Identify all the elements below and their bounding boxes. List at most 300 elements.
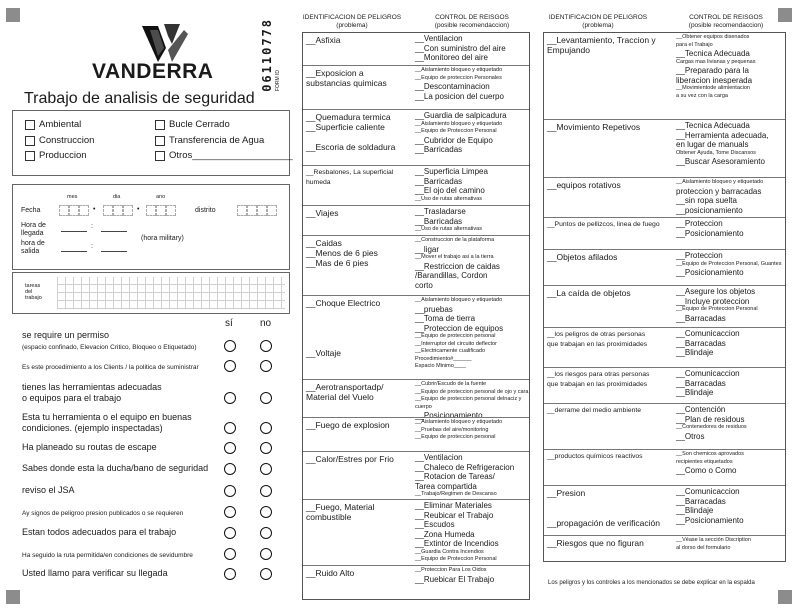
control-item[interactable]: __Guardia de salpicadura (415, 111, 507, 120)
control-item[interactable]: __Monitoreo del aire (415, 53, 488, 63)
hazard-name-line: __Presion (547, 488, 586, 498)
control-item[interactable]: __Interruptor del circuito deflector (415, 340, 497, 347)
hazard-name[interactable] (306, 454, 394, 464)
control-item[interactable]: __Eliminar Materiales (415, 501, 492, 510)
question-text: Ha planeado su routas de escape (22, 442, 157, 452)
control-item[interactable]: __Son chemicos aprovados (676, 451, 744, 457)
control-item[interactable]: __Tecnica Adecuada (676, 49, 750, 58)
hazard-name[interactable] (306, 568, 354, 578)
control-item[interactable]: __La posicion del cuerpo (415, 91, 504, 101)
hazard-name-line: __Riesgos que no figuran (547, 538, 644, 548)
control-item[interactable]: __pruebas (415, 304, 453, 314)
control-item[interactable]: __Equipo de proteccion personal (415, 434, 496, 440)
hazard-header-text: IDENTIFICACION DE PELIGROS (302, 14, 402, 21)
control-item[interactable]: __Equipo de proteccion personal delnaciz y cuerpo (415, 396, 522, 410)
control-item[interactable]: __Construccion de la plataforma (415, 237, 495, 243)
hazard-name-line: __Choque Electrico (306, 298, 381, 308)
month-field[interactable] (59, 203, 89, 221)
radio-no[interactable] (260, 548, 272, 560)
hazard-name-line: __Puntos de pellizcos, linea de fuego (547, 221, 660, 228)
control-item[interactable]: __Cubrir/Escudo de la fuente (415, 381, 487, 387)
checkbox-ambiental[interactable]: Ambiental (25, 119, 81, 130)
control-item[interactable]: __Proteccion de equipos (415, 323, 504, 333)
registration-mark (6, 590, 20, 604)
control-list (415, 34, 506, 63)
control-list (415, 207, 482, 234)
control-item[interactable]: __sin ropa suelta (676, 196, 737, 206)
departure-minute-field[interactable] (101, 251, 127, 252)
control-item[interactable]: Espacio Minimo____ (415, 363, 467, 370)
control-item[interactable]: __Ruebicar El Trabajo (415, 574, 495, 584)
control-item[interactable]: __Cubridor de Equipo (415, 135, 493, 145)
hazard-header-right (540, 14, 656, 29)
control-item[interactable]: __Mover el trabajo asi a la tierra (415, 254, 494, 261)
control-list (676, 251, 782, 278)
control-item[interactable]: liberacion inesperada (676, 75, 753, 85)
footnote: Los peligros y los controles a los mencionados se debe explicar en la espalda (548, 580, 755, 586)
hazard-header-sub: (problema) (336, 21, 368, 29)
checkbox-produccion[interactable]: Produccion (25, 150, 87, 161)
registration-mark (778, 590, 792, 604)
hazard-row (303, 165, 529, 205)
checkbox-icon[interactable] (155, 136, 165, 146)
hazard-name[interactable] (547, 406, 641, 416)
hazard-name-line: que trabajan en las proximidades (547, 341, 648, 348)
year-label: ano (156, 194, 166, 200)
control-header-text: CONTROL DE REISGOS (689, 14, 763, 21)
hazard-name-line (547, 508, 660, 518)
control-item[interactable]: __Ventilacion (415, 34, 463, 43)
control-item[interactable]: __Posicionamiento (415, 411, 483, 420)
radio-no[interactable] (260, 392, 272, 404)
hazard-name-line: __derrame del medio ambiente (547, 407, 642, 414)
question-text: Ay signos de peligroo presion publicados o se requieren (22, 510, 184, 517)
control-item[interactable]: Tarea compartida (415, 481, 477, 491)
control-item[interactable]: __Barracadas (676, 378, 726, 388)
hazard-row (544, 535, 785, 563)
hazard-name-line: __Asfixia (306, 35, 341, 45)
hazard-name-line: __Voltaje (306, 348, 341, 358)
control-item[interactable]: __Guardia Contra Incendios (415, 548, 484, 555)
separator-dot: • (137, 206, 140, 213)
hazard-row (544, 285, 785, 327)
control-item[interactable]: __Equipo de proteccion personal de ojo y cara (415, 388, 529, 395)
hazard-row (303, 379, 529, 420)
radio-no[interactable] (260, 463, 272, 475)
radio-no[interactable] (260, 422, 272, 434)
control-item[interactable]: __Reubicar el Trabajo (415, 510, 494, 520)
control-item[interactable]: __Barricadas (415, 145, 463, 155)
hazard-name[interactable] (547, 35, 656, 55)
hazard-name-line: __propagación de verificación (547, 518, 660, 528)
control-item[interactable]: __Barricadas (415, 176, 463, 186)
control-item[interactable]: __Blindaje (676, 506, 714, 516)
control-header-mid (418, 14, 526, 29)
radio-no[interactable] (260, 506, 272, 518)
control-item[interactable]: __Barracadas (676, 338, 726, 348)
control-item[interactable]: __Aislamiento bloqueo y etiquetado (676, 179, 764, 185)
control-list (415, 237, 500, 290)
control-item[interactable]: en lugar de manuals (676, 140, 749, 150)
hazard-name-line: __Viajes (306, 208, 339, 218)
departure-time-label: hora de salida (21, 240, 45, 255)
control-item[interactable]: __El ojo del camino (415, 186, 485, 196)
radio-no[interactable] (260, 485, 272, 497)
control-list (415, 297, 503, 371)
radio-yes[interactable] (224, 463, 236, 475)
checkbox-otros[interactable]: Otros___________________ (155, 150, 293, 161)
hazard-name-line: __Fuego, Material (306, 502, 375, 512)
control-list (415, 419, 502, 442)
control-item[interactable]: __Posicionamiento (676, 268, 744, 278)
control-item[interactable]: __Equipo de Proteccion Personal (676, 306, 758, 313)
hazard-header-text: IDENTIFICACION DE PELIGROS (548, 14, 648, 21)
hazard-name[interactable] (547, 488, 660, 528)
radio-yes[interactable] (224, 340, 236, 352)
hazard-name-line (306, 318, 380, 328)
control-item[interactable]: __Trasladarse (415, 207, 466, 216)
control-list (676, 405, 747, 441)
radio-yes[interactable] (224, 485, 236, 497)
question-text: Usted llamo para verificar su llegada (22, 568, 168, 578)
control-list (415, 453, 514, 499)
control-list (676, 487, 744, 525)
hazard-table-right (543, 32, 786, 562)
hazard-name[interactable] (306, 68, 387, 88)
control-item[interactable]: __Uso de rutas alternativas (415, 195, 482, 202)
control-item[interactable]: __Aislamiento bloqueo y etiquetado (415, 120, 503, 127)
control-item[interactable]: __Zona Humeda (415, 529, 475, 539)
hazard-name[interactable] (306, 112, 395, 152)
hazard-name[interactable] (306, 35, 341, 45)
hazard-name[interactable] (547, 252, 617, 262)
form-id (258, 18, 288, 98)
control-item[interactable]: /Barandillas, Cordon (415, 271, 488, 281)
hazard-row (544, 327, 785, 367)
hazard-row (303, 499, 529, 565)
hazard-row (544, 485, 785, 535)
hazard-name[interactable] (547, 122, 640, 132)
control-header-right (664, 14, 788, 29)
district-field[interactable] (237, 203, 277, 221)
hazard-row (303, 451, 529, 499)
time-colon: : (91, 223, 93, 230)
question-text: tienes las herramientas adecuadas (22, 382, 162, 392)
hazard-name-line: __Superficie caliente (306, 122, 385, 132)
control-item[interactable]: recipientes etiquetados (676, 458, 733, 465)
control-item[interactable]: Procedimiento#______ (415, 355, 472, 362)
control-item[interactable]: __Aislamiento bloqueo y etiquetado (415, 419, 503, 425)
checkbox-bucle-cerrado[interactable]: Bucle Cerrado (155, 119, 230, 130)
control-item[interactable]: Cargas mas livianas y pequenas (676, 58, 756, 65)
control-item[interactable]: __Tecnica Adecuada (676, 121, 750, 130)
hazard-name-line: __Exposicion a (306, 68, 364, 78)
control-list (415, 567, 494, 584)
checkbox-construccion[interactable]: Construccion (25, 135, 94, 146)
control-item[interactable]: proteccion y barracadas (676, 186, 762, 196)
hazard-name-line: __Aerotransportadp/ (306, 382, 384, 392)
form-number: 06110778 (260, 18, 274, 92)
radio-yes[interactable] (224, 506, 236, 518)
hazard-row (544, 449, 785, 485)
hazard-name-line: __Caidas (306, 238, 342, 248)
hazard-name[interactable] (306, 420, 390, 430)
question-text: Es este procedimiento a los Clients / la politica de suministrar (22, 364, 199, 371)
month-label: mes (67, 194, 78, 200)
radio-yes[interactable] (224, 392, 236, 404)
hazard-name-line: combustible (306, 512, 352, 522)
departure-hour-field[interactable] (61, 251, 87, 252)
control-item[interactable]: __Equipo de Proteccion Personal, Guantes (676, 260, 782, 267)
control-item[interactable]: __Proteccion Para Los Oidos (415, 567, 487, 573)
control-list (415, 381, 529, 421)
hazard-name-line: que trabajan en las proximidades (547, 381, 648, 388)
control-list (676, 179, 763, 215)
control-item[interactable]: __Equipo de proteccion personal (415, 333, 496, 340)
hazard-name[interactable] (306, 502, 375, 522)
day-field[interactable] (103, 203, 133, 221)
checkbox-transferencia[interactable]: Transferencia de Agua (155, 135, 264, 146)
control-item[interactable]: __Comunicaccion (676, 369, 740, 378)
hazard-name-line: __Movimiento Repetivos (547, 122, 641, 132)
hazard-name-line: __La caída de objetos (547, 288, 631, 298)
control-item[interactable]: __Asegure los objetos (676, 287, 756, 296)
question-text: Esta tu herramienta o el equipo en buenas (22, 412, 192, 422)
control-item[interactable]: corto (415, 280, 433, 290)
control-list (676, 34, 756, 100)
radio-yes[interactable] (224, 442, 236, 454)
control-item[interactable]: __Restriccion de caidas (415, 261, 500, 271)
hazard-name[interactable] (306, 208, 338, 218)
control-item[interactable]: Obtener Ayuda, Tome Discansos (676, 149, 756, 156)
control-item[interactable]: __Posicionamiento (676, 228, 744, 238)
control-item[interactable]: __Comunicaccion (676, 329, 740, 338)
arrival-minute-field[interactable] (101, 231, 127, 232)
question-subtext: o equipos para el trabajo (22, 393, 122, 403)
hazard-table-middle (302, 32, 530, 600)
hazard-name[interactable] (547, 220, 660, 230)
hazard-name-line (306, 338, 380, 348)
control-item[interactable]: __Preparado para la (676, 66, 749, 76)
hazard-name-line: __Levantamiento, Traccion y (547, 35, 656, 45)
control-item[interactable]: __Ventilacion (415, 453, 463, 462)
day-label: dia (113, 194, 121, 200)
hazard-header-mid (296, 14, 408, 29)
hazard-name-line (306, 328, 380, 338)
hazard-name-line: __los peligros de otras personas (547, 331, 646, 338)
control-item[interactable]: __Equipo de Proteccion Personal (415, 556, 497, 563)
control-item[interactable]: __Véase la sección Discription (676, 537, 751, 543)
control-item[interactable]: __Contención (676, 405, 726, 414)
control-list (415, 167, 488, 203)
year-field[interactable] (146, 203, 176, 221)
control-list (415, 111, 507, 155)
control-list (676, 537, 751, 552)
control-header-sub: (posible recomendaccion) (434, 21, 510, 29)
control-item[interactable]: __Barracadas (676, 313, 726, 323)
hazard-row (544, 177, 785, 217)
hazard-row (544, 119, 785, 177)
radio-no[interactable] (260, 527, 272, 539)
control-item[interactable]: al dorso del formulario (676, 544, 731, 551)
radio-no[interactable] (260, 442, 272, 454)
hazard-name-line: __Menos de 6 pies (306, 248, 378, 258)
hazard-name-line: __Ruido Alto (306, 568, 355, 578)
hazard-name-line: substancias quimicas (306, 78, 387, 88)
question-text: Sabes donde esta la ducha/bano de seguridad (22, 463, 209, 473)
hazard-row (303, 65, 529, 109)
radio-yes[interactable] (224, 568, 236, 580)
radio-yes[interactable] (224, 360, 236, 372)
hazard-row (303, 235, 529, 295)
date-time-box (12, 184, 290, 270)
control-header-sub: (posible recomendaccion) (688, 21, 764, 29)
registration-mark (6, 8, 20, 22)
control-item[interactable]: __Plan de residous (676, 414, 745, 424)
control-item[interactable]: __ligar (415, 244, 440, 254)
control-item[interactable]: __Chaleco de Refrigeracion (415, 462, 515, 472)
control-list (676, 287, 758, 323)
control-item[interactable]: __Pruebas del aire/monitoring (415, 426, 489, 433)
control-item[interactable]: __Rotacion de Tareas/ (415, 472, 495, 482)
hazard-row (544, 367, 785, 403)
radio-no[interactable] (260, 360, 272, 372)
hazard-name-line: __Calor/Estres por Frio (306, 454, 394, 464)
checkbox-icon[interactable] (155, 151, 165, 161)
control-item[interactable]: __Equipo de proteccion Personales (415, 74, 502, 81)
control-item[interactable]: __Con suministro del aire (415, 43, 506, 53)
arrival-time-label: Hora de llegada (21, 222, 46, 237)
control-item[interactable]: __Toma de tierra (415, 314, 476, 324)
hazard-row (303, 33, 529, 65)
hazard-row (544, 249, 785, 285)
hazard-name-line: __Mas de 6 pies (306, 258, 369, 268)
hazard-name-line: __Quemadura termica (306, 112, 391, 122)
control-item[interactable]: __Proteccion (676, 219, 723, 228)
hazard-name-line: __los riesgos para otras personas (547, 371, 650, 378)
control-header-text: CONTROL DE REISGOS (435, 14, 509, 21)
radio-yes[interactable] (224, 527, 236, 539)
control-list (676, 369, 740, 398)
hazard-name[interactable] (306, 382, 384, 402)
yes-header: sí (225, 318, 233, 329)
tasks-input-grid[interactable] (57, 277, 285, 309)
hazard-name[interactable] (547, 180, 621, 190)
control-item[interactable]: __Comunicaccion (676, 487, 740, 496)
control-list (415, 501, 499, 564)
hazard-row (544, 217, 785, 249)
arrival-hour-field[interactable] (61, 231, 87, 232)
control-item[interactable]: __Aislamiento bloqueo y etiquetado (415, 297, 503, 303)
control-item[interactable]: __Como o Como (676, 466, 737, 475)
hazard-name-line: Material del Vuelo (306, 392, 374, 402)
control-item[interactable]: __Herramienta adecuada, (676, 130, 769, 140)
control-item[interactable]: __Proteccion (676, 251, 723, 260)
control-list (676, 219, 744, 238)
control-item[interactable]: __Incluye proteccion (676, 296, 750, 306)
hazard-row (303, 565, 529, 601)
hazard-name[interactable] (547, 288, 631, 298)
control-item[interactable]: __Barricadas (415, 216, 463, 226)
hazard-name-line: humeda (306, 179, 331, 186)
control-item[interactable]: __Buscar Asesoramiento (676, 157, 765, 167)
page-title: Trabajo de analisis de seguridad (24, 90, 255, 107)
radio-yes[interactable] (224, 422, 236, 434)
control-item[interactable]: __Uso de rutas alternativas (415, 226, 482, 233)
hazard-row (303, 205, 529, 235)
no-header: no (260, 318, 272, 329)
hazard-name[interactable] (547, 370, 649, 390)
hazard-name-line: __equipos rotativos (547, 180, 621, 190)
hazard-name-line (547, 498, 660, 508)
hazard-row (544, 403, 785, 449)
hazard-row (544, 33, 785, 119)
time-colon: : (91, 243, 93, 250)
checkbox-icon[interactable] (25, 120, 35, 130)
hazard-name[interactable] (547, 452, 643, 462)
date-label: Fecha (21, 207, 41, 214)
control-item[interactable]: __Otros (676, 431, 705, 441)
question-text: se require un permiso (22, 330, 110, 340)
hazard-name-line: __Escoria de soldadura (306, 142, 396, 152)
control-item[interactable]: __Obtener equipos disenados (676, 34, 750, 40)
control-item[interactable]: __Descontaminacion (415, 82, 490, 91)
radio-no[interactable] (260, 340, 272, 352)
work-type-box (12, 110, 293, 176)
control-item[interactable]: __Aislamiento bloqueo y etiquetado (415, 67, 503, 73)
control-item[interactable]: a su vez con la carga (676, 92, 728, 99)
control-item[interactable]: __Electricamente cualificado (415, 348, 486, 355)
control-item[interactable]: __Posicionamiento (676, 515, 744, 525)
control-item[interactable]: __Trabajo/Regimen de Descanso (415, 491, 497, 498)
control-item[interactable]: __Superficia Limpea (415, 167, 488, 176)
tasks-box (12, 272, 290, 314)
checkbox-icon[interactable] (25, 151, 35, 161)
control-item[interactable]: __Contenedores de residuos (676, 424, 747, 431)
radio-yes[interactable] (224, 548, 236, 560)
checkbox-icon[interactable] (25, 136, 35, 146)
form-id-label: FORM ID (275, 70, 281, 92)
hazard-name[interactable] (306, 238, 378, 268)
question-subtext: (espacio confinado, Elevacion Critico, Bloqueo o Etiquetado) (22, 344, 197, 351)
control-item[interactable]: __Movimientode alimientacion (676, 85, 750, 92)
separator-dot: • (93, 206, 96, 213)
control-list (676, 121, 769, 167)
control-item[interactable]: __posicionamiento (676, 205, 743, 215)
hazard-name[interactable] (306, 168, 393, 188)
control-item[interactable]: para el Trabajo (676, 41, 713, 48)
radio-no[interactable] (260, 568, 272, 580)
district-label: distrito (195, 207, 216, 214)
hazard-name[interactable] (547, 330, 647, 350)
hazard-name-line: __productos químicos reactivos (547, 453, 643, 460)
control-item[interactable]: __Escudos (415, 520, 455, 530)
control-item[interactable]: __Blindaje (676, 388, 714, 398)
hazard-name[interactable] (547, 538, 644, 548)
question-subtext: condiciones. (ejemplo inspectadas) (22, 423, 163, 433)
control-item[interactable]: __Extintor de Incendios (415, 539, 499, 549)
hazard-row (303, 417, 529, 451)
question-text: reviso el JSA (22, 485, 75, 495)
control-item[interactable]: __Equipo de Proteccion Personal (415, 128, 497, 135)
control-item[interactable]: __Blindaje (676, 348, 714, 358)
hazard-name-line: __Resbalones, La superficial (306, 169, 394, 176)
hazard-name[interactable] (306, 298, 380, 358)
checkbox-icon[interactable] (155, 120, 165, 130)
control-item[interactable]: __Barracadas (676, 496, 726, 506)
hazard-row (303, 295, 529, 379)
question-text: Estan todos adecuados para el trabajo (22, 527, 177, 537)
